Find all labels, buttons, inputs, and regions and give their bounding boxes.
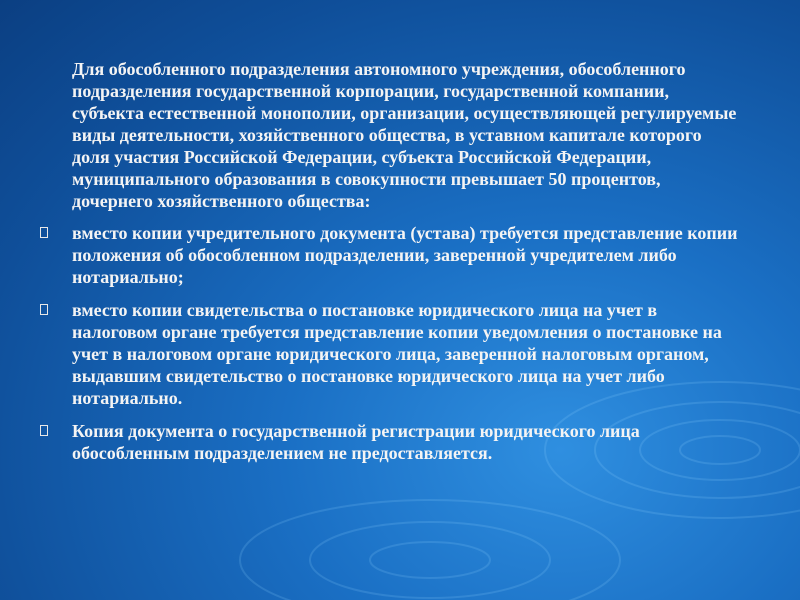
slide-content: [40, 58, 740, 475]
square-bullet-icon: [40, 425, 48, 436]
list-item-text: вместо копии учредительного документа (устава) требуется представление копии положения об обособленном подразделении, заверенной учредителем либо нотариально;: [72, 223, 738, 287]
list-item-text: Копия документа о государственной регистрации юридического лица обособленным подразделением не предоставляется.: [72, 421, 640, 463]
list-item: [40, 222, 740, 288]
list-item-text: вместо копии свидетельства о постановке юридического лица на учет в налоговом органе требуется представление копии уведомления о постановке на учет в налоговом органе юридического лица, заверенной налоговым органом, выдавшим свидетельство о постановке юридического лица на учет либо нотариально.: [72, 300, 722, 408]
square-bullet-icon: [40, 304, 48, 315]
square-bullet-icon: [40, 227, 48, 238]
list-item: [40, 420, 740, 464]
intro-paragraph: Для обособленного подразделения автономного учреждения, обособленного подразделения государственной корпорации, государственной компании, субъекта естественной монополии, организации, осуществляющей регулируемые виды деятельности, хозяйственного общества, в уставном капитале которого доля участия Российской Федерации, субъекта Российской Федерации, муниципального образования в совокупности превышает 50 процентов, дочернего хозяйственного общества:: [72, 59, 737, 211]
list-item: [40, 299, 740, 409]
